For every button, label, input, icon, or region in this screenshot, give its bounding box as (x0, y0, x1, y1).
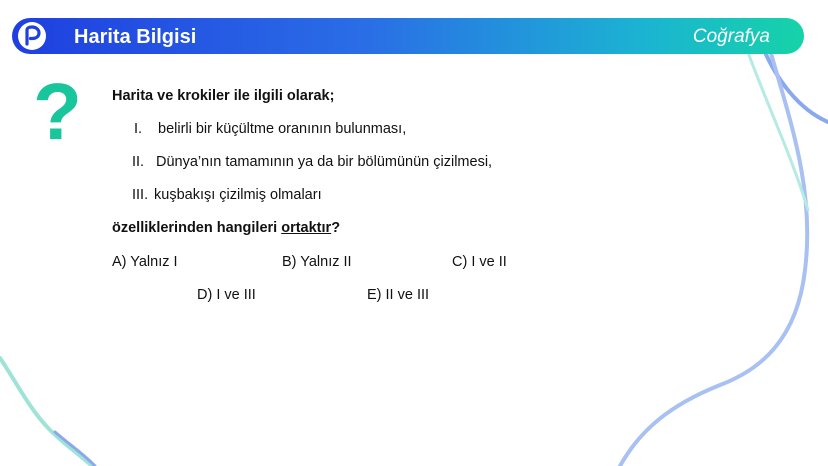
item-text: kuşbakışı çizilmiş olmaları (154, 187, 322, 203)
list-item (134, 121, 406, 137)
option-a[interactable]: A) Yalnız I (112, 254, 178, 270)
question-text-underlined: ortaktır (281, 220, 332, 236)
option-e[interactable]: E) II ve III (367, 287, 430, 303)
question-text-before: özelliklerinden hangileri (112, 220, 282, 236)
p-logo-icon (18, 22, 46, 50)
item-text: Dünya’nın tamamının ya da bir bölümünün çizilmesi, (156, 154, 493, 170)
question-stem: Harita ve krokiler ile ilgili olarak; (112, 88, 335, 104)
option-b[interactable]: B) Yalnız II (282, 254, 352, 270)
question-text-after: ? (331, 220, 341, 236)
item-number: II. (132, 154, 145, 170)
option-d[interactable]: D) I ve III (197, 287, 256, 303)
question-mark-icon: ? (33, 67, 82, 156)
option-c[interactable]: C) I ve II (452, 254, 507, 270)
curve-right-long (620, 50, 807, 466)
list-item (132, 154, 492, 170)
item-number: I. (134, 121, 143, 137)
page-title: Harita Bilgisi (74, 26, 197, 48)
subject-label: Coğrafya (692, 26, 770, 47)
list-item (132, 187, 322, 203)
item-text: belirli bir küçültme oranının bulunması, (158, 121, 407, 137)
item-number: III. (132, 187, 149, 203)
curve-bottom-left-blue (55, 432, 95, 466)
question-text (112, 220, 340, 236)
